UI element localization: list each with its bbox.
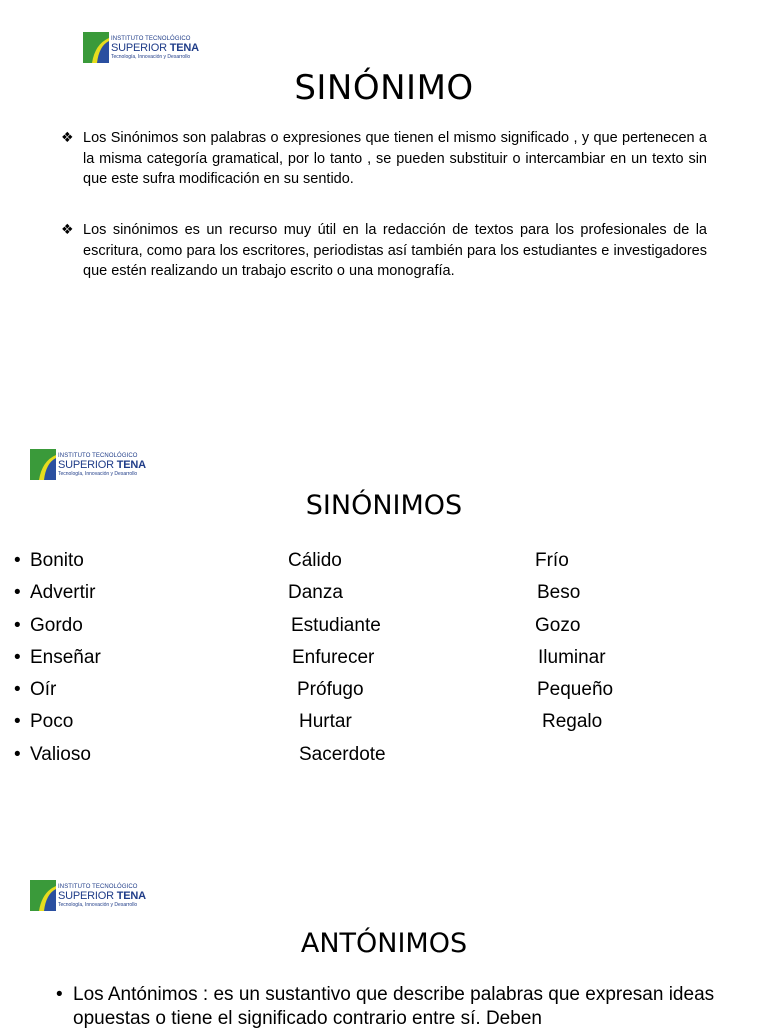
slide-sinonimos [0,420,768,840]
list-item: Estudiante [291,614,381,636]
logo-line2a: SUPERIOR [111,41,170,54]
word-list-column-2 [288,550,386,776]
logo-line2a: SUPERIOR [58,889,117,902]
slide-title: SINÓNIMOS [305,490,463,521]
paragraph-text: Los Sinónimos son palabras o expresiones que tienen el mismo significado , y que pertenecen a la misma categoría gramatical, por lo tanto , se pueden substituir o intercambiar en un texto sin que este sufra modificación en su sentido. [83,130,707,187]
list-item: • Valioso [14,743,91,765]
list-item: Iluminar [538,646,606,668]
word-list-column-1 [14,550,101,776]
logo-line3: Tecnología, Innovación y Desarrollo [58,901,138,908]
institute-logo-icon [30,449,56,480]
list-item: Enfurecer [292,646,375,668]
list-item: Regalo [542,711,603,733]
logo-line2b: TENA [169,41,199,54]
slide-sinonimo [0,0,768,405]
diamond-bullet-icon: ❖ [61,130,74,146]
list-item: • Bonito [14,550,84,571]
list-item: Hurtar [299,711,352,733]
logo-line1: INSTITUTO TECNOLÓGICO [58,883,138,890]
logo-line1: INSTITUTO TECNOLÓGICO [111,35,191,42]
logo-line2a: SUPERIOR [58,458,117,471]
bullet: • [56,984,63,1005]
institute-logo [30,880,146,911]
list-item: Pequeño [537,679,614,701]
logo-line3: Tecnología, Innovación y Desarrollo [111,53,191,60]
institute-logo-icon [30,880,56,911]
logo-line2b: TENA [116,458,146,471]
list-item: Danza [288,582,343,604]
list-item: • Oír [14,679,57,701]
list-item: Prófugo [297,679,364,701]
list-item: Beso [537,582,581,604]
logo-line3: Tecnología, Innovación y Desarrollo [58,470,138,477]
list-item: • Poco [14,711,74,733]
paragraph [61,128,707,190]
institute-logo [83,32,199,63]
slide-antonimos [0,850,768,1029]
list-item: • Gordo [14,614,83,636]
list-item: Cálido [288,550,342,571]
list-item: • Advertir [14,582,96,604]
list-item: Gozo [535,614,581,636]
paragraph [61,220,707,282]
logo-line2b: TENA [116,889,146,902]
institute-logo [30,449,146,480]
slide-title: SINÓNIMO [294,68,474,108]
paragraph-text: Los Antónimos : es un sustantivo que describe palabras que expresan ideas opuestas o tiene el significado contrario entre sí. Deben [73,984,715,1029]
list-item: Frío [535,550,569,571]
diamond-bullet-icon: ❖ [61,222,74,238]
institute-logo-icon [83,32,109,63]
logo-line1: INSTITUTO TECNOLÓGICO [58,452,138,459]
list-item: • Enseñar [14,646,101,668]
slide-title: ANTÓNIMOS [300,928,468,959]
paragraph-text: Los sinónimos es un recurso muy útil en la redacción de textos para los profesionales de la escritura, como para los escritores, periodistas así también para los estudiantes e investigadores que estén realizando un trabajo escrito o una monografía. [83,222,707,279]
list-item: Sacerdote [299,743,386,765]
word-list-column-3 [535,550,613,744]
